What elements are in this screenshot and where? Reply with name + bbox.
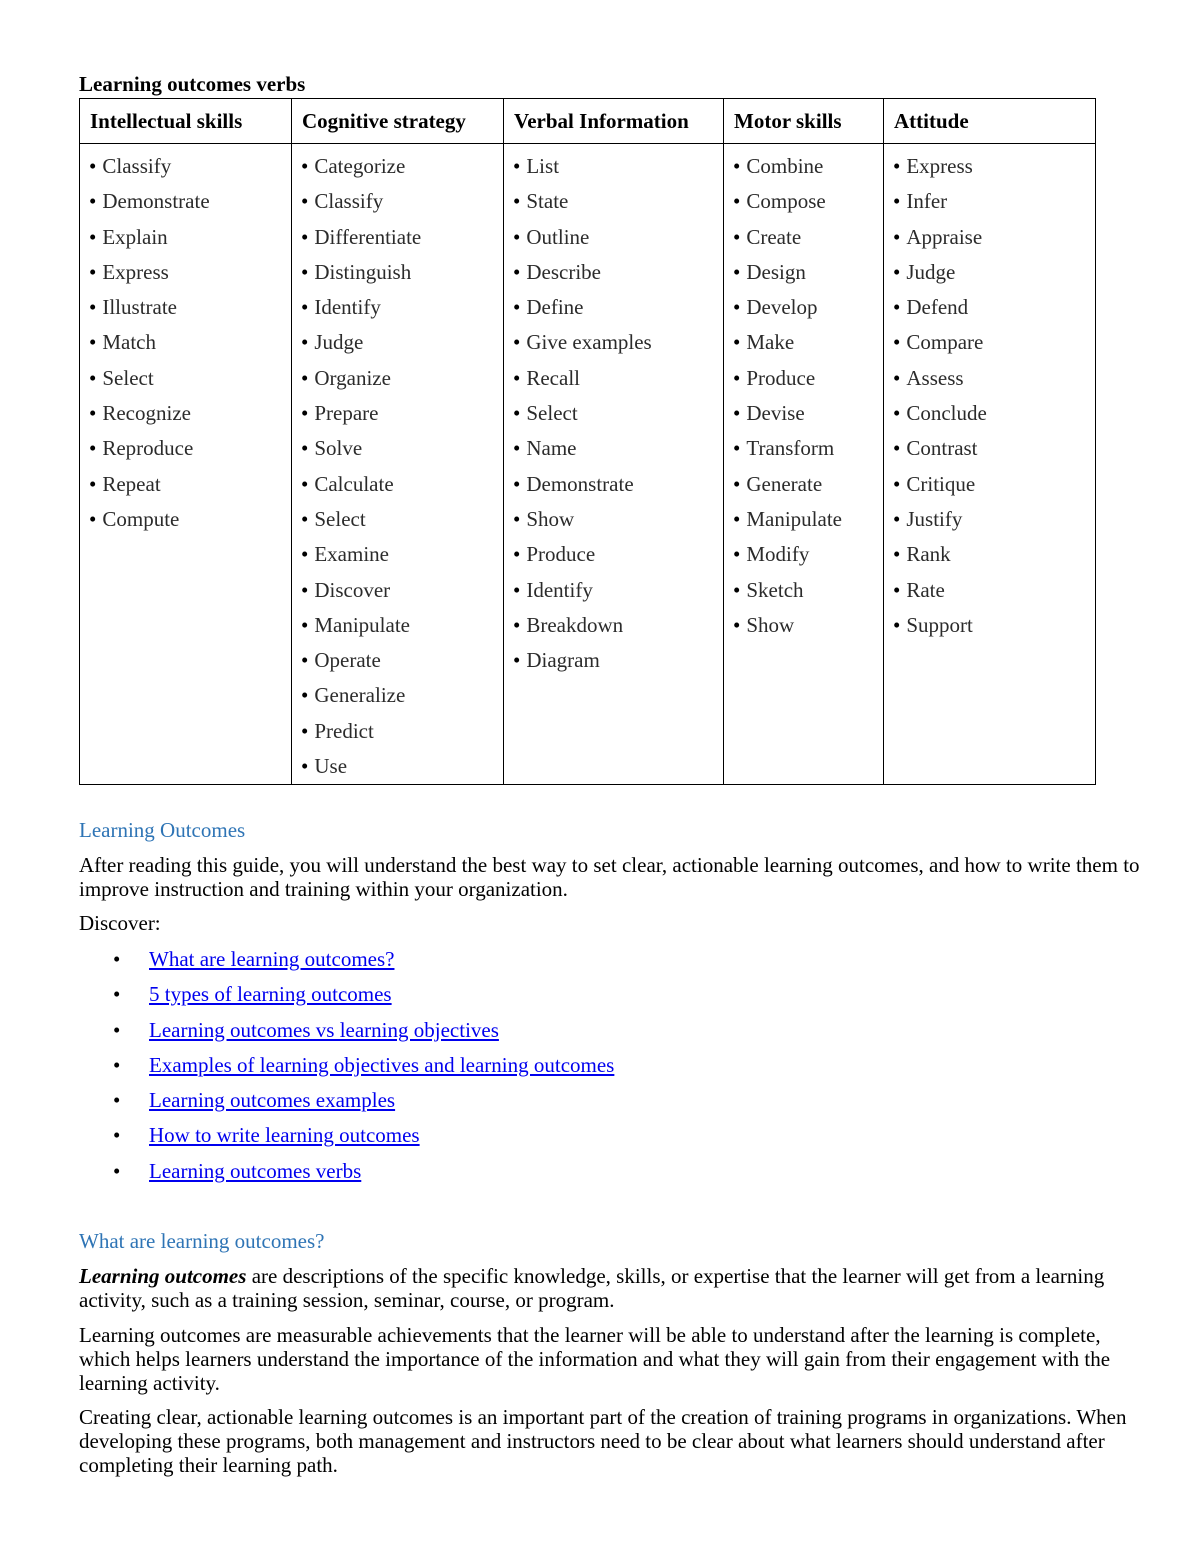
- toc-link[interactable]: Learning outcomes vs learning objectives: [149, 1017, 499, 1042]
- verb-item: • Prepare: [301, 396, 503, 431]
- verb-cell: [292, 144, 504, 785]
- verb-item: • Create: [733, 220, 883, 255]
- verb-item: • Develop: [733, 290, 883, 325]
- section-heading: Learning Outcomes: [79, 818, 246, 842]
- verb-item: • Show: [513, 502, 723, 537]
- verb-cell: [504, 144, 724, 785]
- verb-item: • Appraise: [893, 220, 1095, 255]
- toc-link[interactable]: How to write learning outcomes: [149, 1123, 420, 1148]
- bullet: •: [113, 982, 121, 1007]
- verb-item: • Classify: [301, 184, 503, 219]
- verb-item: • Categorize: [301, 149, 503, 184]
- column-header: Attitude: [884, 99, 1096, 144]
- column-header: Verbal Information: [504, 99, 724, 144]
- verb-item: • Give examples: [513, 325, 723, 360]
- table-header-row: [80, 99, 1096, 144]
- verb-cell: [884, 144, 1096, 785]
- verb-item: • Sketch: [733, 573, 883, 608]
- verb-item: • Compose: [733, 184, 883, 219]
- verb-item: • Compare: [893, 325, 1095, 360]
- verb-item: • Critique: [893, 467, 1095, 502]
- verb-item: • Predict: [301, 714, 503, 749]
- verb-item: • Illustrate: [89, 290, 291, 325]
- verb-item: • Organize: [301, 361, 503, 396]
- verb-item: • Express: [893, 149, 1095, 184]
- verb-item: • Identify: [513, 573, 723, 608]
- bullet: •: [113, 1052, 121, 1077]
- verb-item: • Rate: [893, 573, 1095, 608]
- verb-item: • Reproduce: [89, 431, 291, 466]
- verb-cell: [724, 144, 884, 785]
- intro-paragraph: After reading this guide, you will understand the best way to set clear, actionable learning outcomes, and how to write them to improve instruction and training within your organization.: [79, 853, 1140, 901]
- column-header: Intellectual skills: [80, 99, 292, 144]
- table-row: [80, 144, 1096, 785]
- verb-item: • Infer: [893, 184, 1095, 219]
- verb-item: • Assess: [893, 361, 1095, 396]
- verb-item: • Combine: [733, 149, 883, 184]
- paragraph: Learning outcomes are measurable achievements that the learner will be able to understand after the learning is complete, which helps learners understand the importance of the information and what they will gain from their engagement with the learning activity.: [79, 1323, 1111, 1395]
- verb-item: • Identify: [301, 290, 503, 325]
- verb-item: • Rank: [893, 537, 1095, 572]
- bullet: •: [113, 1088, 121, 1113]
- verb-item: • Produce: [733, 361, 883, 396]
- verb-item: • Explain: [89, 220, 291, 255]
- paragraph: Creating clear, actionable learning outcomes is an important part of the creation of training programs in organizations. When developing these programs, both management and instructors need to be clear about what learners should understand after completing their learning path.: [79, 1405, 1127, 1477]
- verb-item: • Recognize: [89, 396, 291, 431]
- verb-item: • Devise: [733, 396, 883, 431]
- verb-item: • Manipulate: [733, 502, 883, 537]
- verb-item: • Distinguish: [301, 255, 503, 290]
- verb-item: • State: [513, 184, 723, 219]
- verb-item: • Defend: [893, 290, 1095, 325]
- verb-item: • Demonstrate: [513, 467, 723, 502]
- toc-link[interactable]: Learning outcomes verbs: [149, 1158, 362, 1183]
- bullet: •: [113, 1017, 121, 1042]
- verb-item: • List: [513, 149, 723, 184]
- verb-item: • Examine: [301, 537, 503, 572]
- bullet: •: [113, 1123, 121, 1148]
- verb-item: • Contrast: [893, 431, 1095, 466]
- verb-item: • Compute: [89, 502, 291, 537]
- verb-item: • Calculate: [301, 467, 503, 502]
- verb-item: • Match: [89, 325, 291, 360]
- verb-item: • Demonstrate: [89, 184, 291, 219]
- verb-item: • Judge: [893, 255, 1095, 290]
- verb-item: • Solve: [301, 431, 503, 466]
- section-heading: What are learning outcomes?: [79, 1229, 325, 1253]
- verb-item: • Name: [513, 431, 723, 466]
- verb-item: • Repeat: [89, 467, 291, 502]
- verb-item: • Diagram: [513, 643, 723, 678]
- emphasized-term: Learning outcomes: [79, 1264, 247, 1288]
- verb-item: • Outline: [513, 220, 723, 255]
- verb-item: • Select: [89, 361, 291, 396]
- verb-item: • Make: [733, 325, 883, 360]
- verb-item: • Express: [89, 255, 291, 290]
- column-header: Motor skills: [724, 99, 884, 144]
- paragraph: [79, 1264, 1144, 1312]
- verb-item: • Transform: [733, 431, 883, 466]
- verb-item: • Support: [893, 608, 1095, 643]
- verb-item: • Operate: [301, 643, 503, 678]
- verb-item: • Produce: [513, 537, 723, 572]
- table-title: Learning outcomes verbs: [79, 72, 306, 96]
- verb-item: • Design: [733, 255, 883, 290]
- verb-item: • Classify: [89, 149, 291, 184]
- verb-item: • Use: [301, 749, 503, 784]
- verb-item: • Conclude: [893, 396, 1095, 431]
- verb-item: • Judge: [301, 325, 503, 360]
- verb-item: • Recall: [513, 361, 723, 396]
- verb-item: • Select: [513, 396, 723, 431]
- discover-label: Discover:: [79, 911, 161, 935]
- toc-link[interactable]: What are learning outcomes?: [149, 947, 395, 971]
- verb-item: • Show: [733, 608, 883, 643]
- bullet: •: [113, 1158, 121, 1183]
- toc-link[interactable]: Examples of learning objectives and learning outcomes: [149, 1052, 615, 1077]
- verb-item: • Discover: [301, 573, 503, 608]
- paragraph-text: are descriptions of the specific knowledge, skills, or expertise that the learner will get from a learning activity, such as a training session, seminar, course, or program.: [79, 1264, 1105, 1312]
- verb-item: • Define: [513, 290, 723, 325]
- verb-item: • Differentiate: [301, 220, 503, 255]
- verbs-table: [79, 98, 1096, 785]
- verb-cell: [80, 144, 292, 785]
- verb-item: • Justify: [893, 502, 1095, 537]
- column-header: Cognitive strategy: [292, 99, 504, 144]
- verb-item: • Describe: [513, 255, 723, 290]
- toc-link[interactable]: 5 types of learning outcomes: [149, 982, 392, 1007]
- bullet: •: [113, 947, 121, 971]
- verb-item: • Manipulate: [301, 608, 503, 643]
- verb-item: • Generalize: [301, 678, 503, 713]
- verb-item: • Modify: [733, 537, 883, 572]
- verb-item: • Breakdown: [513, 608, 723, 643]
- toc-link[interactable]: Learning outcomes examples: [149, 1088, 396, 1113]
- verb-item: • Generate: [733, 467, 883, 502]
- verb-item: • Select: [301, 502, 503, 537]
